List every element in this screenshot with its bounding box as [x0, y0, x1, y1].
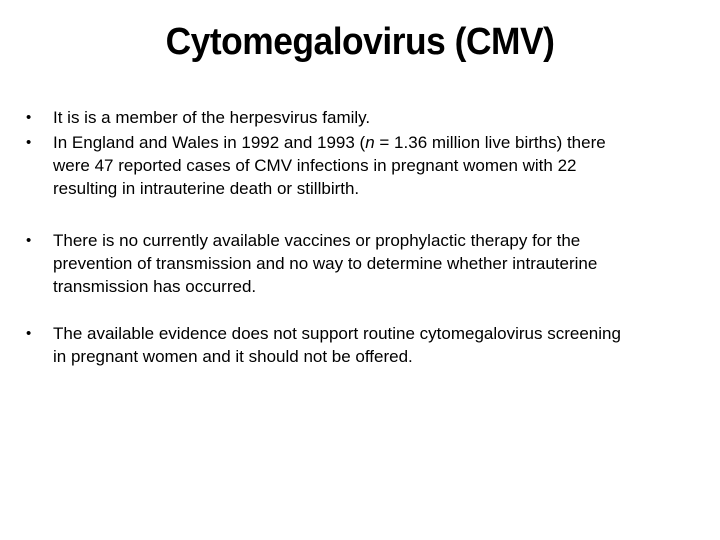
text-segment: It is is a member of the herpesvirus family.	[53, 108, 371, 127]
text-segment: There is no currently available vaccines or prophylactic therapy for the	[53, 231, 581, 250]
bullet-text	[53, 229, 597, 298]
bullet-line	[53, 275, 597, 298]
bullet-text	[53, 322, 621, 368]
text-segment: in pregnant women and it should not be offered.	[53, 347, 413, 366]
text-segment: = 1.36 million live births) there	[374, 133, 606, 152]
text-segment-italic: n	[365, 133, 375, 152]
bullet-line	[53, 252, 597, 275]
text-segment: In England and Wales in 1992 and 1993 (	[53, 133, 366, 152]
text-segment: transmission has occurred.	[53, 277, 257, 296]
bullet-line	[53, 177, 606, 200]
bullet-line	[53, 345, 621, 368]
text-segment: The available evidence does not support routine cytomegalovirus screening	[53, 324, 621, 343]
bullet-line	[53, 131, 606, 154]
bullet-item	[25, 106, 695, 129]
bullet-list	[25, 106, 695, 368]
bullet-text	[53, 106, 370, 129]
bullet-marker-icon: •	[26, 134, 32, 151]
bullet-marker-icon: •	[26, 232, 32, 249]
bullet-line	[53, 106, 370, 129]
text-segment: resulting in intrauterine death or stillbirth.	[53, 179, 360, 198]
bullet-marker-icon: •	[26, 109, 32, 126]
bullet-marker-icon: •	[26, 325, 32, 342]
bullet-line	[53, 154, 606, 177]
bullet-item	[25, 322, 695, 368]
bullet-text	[53, 131, 606, 200]
bullet-item	[25, 131, 695, 200]
bullet-line	[53, 322, 621, 345]
slide-title: Cytomegalovirus (CMV)	[165, 21, 555, 63]
text-segment: prevention of transmission and no way to determine whether intrauterine	[53, 254, 598, 273]
bullet-line	[53, 229, 597, 252]
text-segment: were 47 reported cases of CMV infections in pregnant women with 22	[53, 156, 577, 175]
bullet-item	[25, 229, 695, 298]
